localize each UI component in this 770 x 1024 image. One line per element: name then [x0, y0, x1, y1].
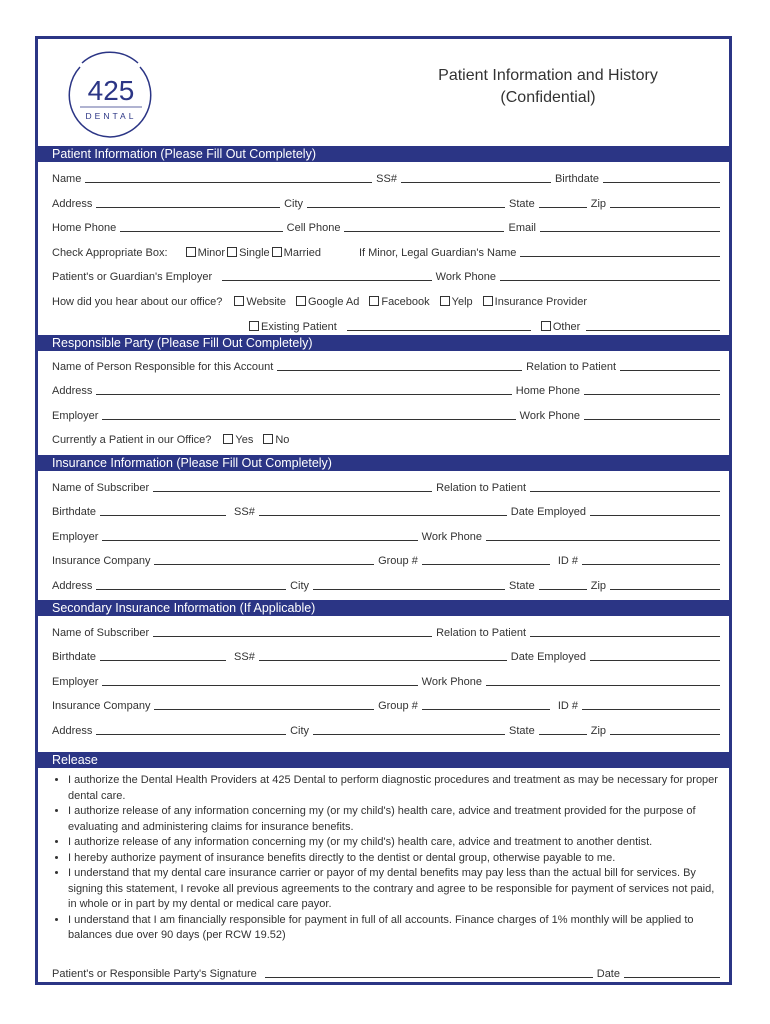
- sec-address-field[interactable]: [96, 733, 286, 735]
- label-sec-id: ID #: [557, 700, 578, 712]
- sec-subscriber-field[interactable]: [153, 635, 432, 637]
- label-sec-birthdate: Birthdate: [52, 651, 97, 663]
- release-item: • I understand that I am financially responsible for payment in full of all accounts. Finance charges of 1% monthly will be applied to balances due over 90 days (per RCW 19.52): [68, 913, 720, 944]
- responsible-address-field[interactable]: [96, 393, 511, 395]
- employer-field[interactable]: [222, 279, 432, 281]
- sec-state-field[interactable]: [539, 733, 587, 735]
- home-phone-field[interactable]: [120, 230, 282, 232]
- email-field[interactable]: [540, 230, 720, 232]
- release-item: • I authorize release of any information concerning my (or my child's) health care, advice and treatment provided for the purpose of evaluating and administering claims for insurance benefits.: [68, 804, 720, 835]
- row-responsible-address: [52, 381, 720, 397]
- row-ins-employer: [52, 527, 720, 543]
- ins-date-employed-field[interactable]: [590, 514, 720, 516]
- label-ins-subscriber: Name of Subscriber: [52, 482, 150, 494]
- row-sec-employer: [52, 672, 720, 688]
- label-ins-company: Insurance Company: [52, 555, 151, 567]
- label-address: Address: [52, 198, 93, 210]
- label-sec-relation: Relation to Patient: [436, 627, 526, 639]
- section-release-heading: Release: [38, 752, 729, 768]
- label-ins-employer: Employer: [52, 531, 99, 543]
- facebook-checkbox[interactable]: Facebook: [369, 296, 429, 308]
- sec-employer-field[interactable]: [102, 684, 417, 686]
- row-sec-birthdate: [52, 647, 720, 663]
- label-city: City: [284, 198, 304, 210]
- birthdate-field[interactable]: [603, 181, 720, 183]
- row-sec-company: [52, 696, 720, 712]
- label-responsible-employer: Employer: [52, 410, 99, 422]
- row-responsible-employer: [52, 406, 720, 422]
- no-checkbox[interactable]: No: [263, 434, 289, 446]
- state-field[interactable]: [539, 206, 587, 208]
- row-patient-address: [52, 194, 720, 210]
- row-sec-subscriber: [52, 623, 720, 639]
- label-responsible-address: Address: [52, 385, 93, 397]
- ins-relation-field[interactable]: [530, 490, 720, 492]
- label-work-phone: Work Phone: [435, 271, 496, 283]
- yelp-checkbox[interactable]: Yelp: [440, 296, 473, 308]
- label-ins-work-phone: Work Phone: [421, 531, 482, 543]
- label-employer: Patient's or Guardian's Employer: [52, 271, 213, 283]
- google-ad-checkbox[interactable]: Google Ad: [296, 296, 359, 308]
- label-ins-relation: Relation to Patient: [436, 482, 526, 494]
- sec-ssn-field[interactable]: [259, 659, 507, 661]
- form-frame: [35, 36, 732, 985]
- row-ins-birthdate: [52, 502, 720, 518]
- sec-company-field[interactable]: [154, 708, 374, 710]
- release-item: • I authorize release of any information concerning my (or my child's) health care, advice and treatment to another dentist.: [68, 835, 720, 851]
- work-phone-field[interactable]: [500, 279, 720, 281]
- ins-work-phone-field[interactable]: [486, 539, 720, 541]
- label-responsible-home-phone: Home Phone: [515, 385, 580, 397]
- ins-id-field[interactable]: [582, 563, 720, 565]
- label-sec-group: Group #: [378, 700, 418, 712]
- label-relation: Relation to Patient: [526, 361, 616, 373]
- label-sec-employer: Employer: [52, 676, 99, 688]
- label-home-phone: Home Phone: [52, 222, 117, 234]
- label-birthdate: Birthdate: [554, 173, 599, 185]
- row-ins-subscriber: [52, 478, 720, 494]
- label-ins-address: Address: [52, 580, 93, 592]
- sec-work-phone-field[interactable]: [486, 684, 720, 686]
- label-signature: Patient's or Responsible Party's Signature: [52, 968, 257, 980]
- row-ins-address: [52, 576, 720, 592]
- label-sec-state: State: [509, 725, 535, 737]
- row-current-patient: [52, 430, 720, 446]
- single-checkbox[interactable]: Single: [227, 247, 270, 259]
- label-guardian: If Minor, Legal Guardian's Name: [358, 247, 517, 259]
- label-ins-city: City: [290, 580, 310, 592]
- label-check-box: Check Appropriate Box:: [52, 247, 168, 259]
- ins-zip-field[interactable]: [610, 588, 720, 590]
- label-sec-company: Insurance Company: [52, 700, 151, 712]
- yes-checkbox[interactable]: Yes: [223, 434, 253, 446]
- label-zip: Zip: [590, 198, 606, 210]
- sec-zip-field[interactable]: [610, 733, 720, 735]
- label-sec-ssn: SS#: [234, 651, 255, 663]
- release-item: • I hereby authorize payment of insurance benefits directly to the dentist or dental group, otherwise payable to me.: [68, 851, 720, 867]
- website-checkbox[interactable]: Website: [234, 296, 286, 308]
- responsible-work-phone-field[interactable]: [584, 418, 720, 420]
- sec-city-field[interactable]: [313, 733, 505, 735]
- existing-patient-checkbox[interactable]: Existing Patient: [249, 321, 337, 333]
- ins-state-field[interactable]: [539, 588, 587, 590]
- logo-word: DENTAL: [85, 111, 137, 121]
- married-checkbox[interactable]: Married: [272, 247, 321, 259]
- label-state: State: [509, 198, 535, 210]
- label-responsible-name: Name of Person Responsible for this Account: [52, 361, 274, 373]
- release-item: • I authorize the Dental Health Providers at 425 Dental to perform diagnostic procedures and treatment as may be necessary for proper dental care.: [68, 773, 720, 804]
- ins-company-field[interactable]: [154, 563, 374, 565]
- responsible-name-field[interactable]: [277, 369, 522, 371]
- label-sec-city: City: [290, 725, 310, 737]
- release-item: • I understand that my dental care insurance carrier or payor of my dental benefits may pay less than the actual bill for services. By signing this statement, I revoke all previous agreements to the contrary and agree to be responsible for payment of services not paid, in whole or in part by my dental or medical care payor.: [68, 866, 720, 913]
- label-sec-date-employed: Date Employed: [510, 651, 586, 663]
- guardian-field[interactable]: [520, 255, 720, 257]
- ssn-field[interactable]: [401, 181, 551, 183]
- form-subtitle: (Confidential): [500, 89, 596, 106]
- ins-address-field[interactable]: [96, 588, 286, 590]
- row-signature: [52, 964, 720, 980]
- logo-number: 425: [87, 75, 135, 106]
- sec-id-field[interactable]: [582, 708, 720, 710]
- date-field[interactable]: [624, 976, 720, 978]
- row-responsible-name: [52, 357, 720, 373]
- row-patient-phones: [52, 218, 720, 234]
- label-ins-ssn: SS#: [234, 506, 255, 518]
- row-patient-name: [52, 169, 720, 185]
- row-ins-company: [52, 551, 720, 567]
- section-insurance-heading: Insurance Information (Please Fill Out Completely): [38, 455, 729, 471]
- sec-group-field[interactable]: [422, 708, 550, 710]
- label-sec-subscriber: Name of Subscriber: [52, 627, 150, 639]
- ins-employer-field[interactable]: [102, 539, 417, 541]
- section-secondary-heading: Secondary Insurance Information (If Applicable): [38, 600, 729, 616]
- label-responsible-work-phone: Work Phone: [519, 410, 580, 422]
- other-field[interactable]: [586, 329, 720, 331]
- ins-ssn-field[interactable]: [259, 514, 507, 516]
- label-ins-zip: Zip: [590, 580, 606, 592]
- ins-group-field[interactable]: [422, 563, 550, 565]
- label-sec-zip: Zip: [590, 725, 606, 737]
- section-patient-heading: Patient Information (Please Fill Out Completely): [38, 146, 729, 162]
- release-text: [52, 773, 720, 944]
- label-date: Date: [596, 968, 620, 980]
- logo-425-dental: [60, 45, 160, 145]
- sec-date-employed-field[interactable]: [590, 659, 720, 661]
- section-responsible-heading: Responsible Party (Please Fill Out Completely): [38, 335, 729, 351]
- relation-field[interactable]: [620, 369, 720, 371]
- ins-subscriber-field[interactable]: [153, 490, 432, 492]
- form-title: Patient Information and History: [438, 67, 658, 84]
- label-ins-date-employed: Date Employed: [510, 506, 586, 518]
- row-referral-2: [52, 317, 720, 333]
- label-current-patient: Currently a Patient in our Office?: [52, 434, 212, 446]
- city-field[interactable]: [307, 206, 505, 208]
- zip-field[interactable]: [610, 206, 720, 208]
- sec-relation-field[interactable]: [530, 635, 720, 637]
- label-ins-state: State: [509, 580, 535, 592]
- row-sec-address: [52, 721, 720, 737]
- row-marital-status: [52, 243, 720, 259]
- label-name: Name: [52, 173, 82, 185]
- label-email: Email: [508, 222, 536, 234]
- label-ssn: SS#: [376, 173, 397, 185]
- label-ins-group: Group #: [378, 555, 418, 567]
- responsible-home-phone-field[interactable]: [584, 393, 720, 395]
- row-patient-employer: [52, 267, 720, 283]
- label-sec-work-phone: Work Phone: [421, 676, 482, 688]
- signature-field[interactable]: [265, 976, 593, 978]
- ins-city-field[interactable]: [313, 588, 505, 590]
- other-checkbox[interactable]: Other: [541, 321, 581, 333]
- name-field[interactable]: [85, 181, 372, 183]
- responsible-employer-field[interactable]: [102, 418, 515, 420]
- existing-patient-field[interactable]: [347, 329, 531, 331]
- insurance-provider-checkbox[interactable]: Insurance Provider: [483, 296, 587, 308]
- sec-birthdate-field[interactable]: [100, 659, 226, 661]
- ins-birthdate-field[interactable]: [100, 514, 226, 516]
- row-referral: [52, 292, 720, 308]
- cell-phone-field[interactable]: [344, 230, 504, 232]
- label-sec-address: Address: [52, 725, 93, 737]
- label-cell-phone: Cell Phone: [286, 222, 341, 234]
- label-hear: How did you hear about our office?: [52, 296, 223, 308]
- address-field[interactable]: [96, 206, 280, 208]
- minor-checkbox[interactable]: Minor: [186, 247, 226, 259]
- label-ins-id: ID #: [557, 555, 578, 567]
- label-ins-birthdate: Birthdate: [52, 506, 97, 518]
